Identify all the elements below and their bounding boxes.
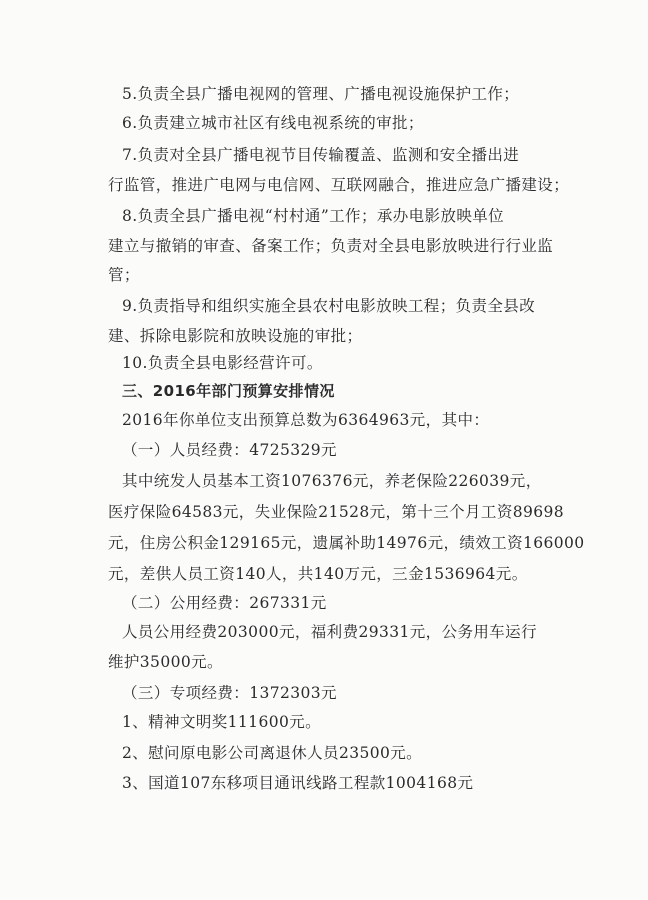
text-line: 2、慰问原电影公司离退休人员23500元。 <box>122 744 423 762</box>
subsection-heading: （三）专项经费：1372303元 <box>122 684 337 702</box>
text-line: 6.负责建立城市社区有线电视系统的审批； <box>122 114 424 132</box>
text-line: 其中统发人员基本工资1076376元，养老保险226039元， <box>122 472 542 490</box>
section-heading: 三、2016年部门预算安排情况 <box>122 382 335 400</box>
text-line: 8.负责全县广播电视“村村通”工作；承办电影放映单位 <box>122 207 505 225</box>
text-line: 管； <box>108 266 140 284</box>
text-line: 医疗保险64583元，失业保险21528元，第十三个月工资89698 <box>108 503 565 521</box>
text-line: 元，差供人员工资140人，共140万元，三金1536964元。 <box>108 565 528 583</box>
text-line: 9.负责指导和组织实施全县农村电影放映工程；负责全县改 <box>122 297 536 315</box>
text-line: 维护35000元。 <box>108 653 223 671</box>
text-line: 10.负责全县电影经营许可。 <box>122 354 323 372</box>
text-line: 7.负责对全县广播电视节目传输覆盖、监测和安全播出进 <box>122 146 520 164</box>
text-line: 2016年你单位支出预算总数为6364963元，其中： <box>122 411 490 429</box>
text-line: 行监管，推进广电网与电信网、互联网融合，推进应急广播建设； <box>108 176 570 194</box>
text-line: 元，住房公积金129165元，遗属补助14976元，绩效工资166000 <box>108 534 585 552</box>
text-line: 1、精神文明奖111600元。 <box>122 713 322 731</box>
text-line: 3、国道107东移项目通讯线路工程款1004168元 <box>122 774 474 792</box>
subsection-heading: （二）公用经费：267331元 <box>122 594 327 612</box>
subsection-heading: （一）人员经费：4725329元 <box>122 441 337 459</box>
text-line: 建、拆除电影院和放映设施的审批； <box>108 327 363 345</box>
text-line: 人员公用经费203000元，福利费29331元，公务用车运行 <box>122 623 537 641</box>
text-line: 建立与撤销的审查、备案工作；负责对全县电影放映进行行业监 <box>108 237 554 255</box>
text-line: 5.负责全县广播电视网的管理、广播电视设施保护工作； <box>122 85 520 103</box>
